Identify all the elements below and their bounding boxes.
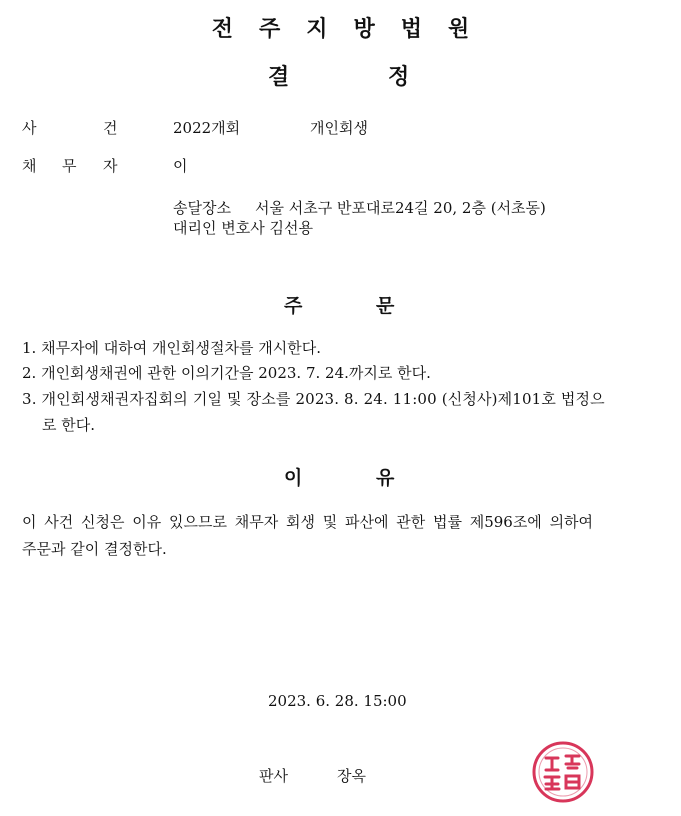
reason-heading-2: 유 — [376, 467, 395, 489]
reason-line-1: 이 사건 신청은 이유 있으므로 채무자 회생 및 파산에 관한 법률 제596조에 의하여 — [22, 513, 594, 531]
doc-type-char-1: 결 — [268, 65, 290, 90]
case-type: 개인회생 — [310, 119, 368, 137]
case-label-2: 건 — [103, 119, 118, 137]
doc-type-char-2: 정 — [388, 65, 410, 90]
address-label: 송달장소 — [173, 199, 231, 217]
case-number: 2022개회 — [173, 119, 241, 137]
debtor-label-3: 자 — [103, 157, 118, 175]
court-name: 전주지방법원 — [211, 17, 496, 42]
case-label-1: 사 — [22, 119, 37, 137]
reason-line-2: 주문과 같이 결정한다. — [22, 540, 167, 558]
reason-heading-1: 이 — [284, 467, 303, 489]
debtor-label-2: 무 — [62, 157, 77, 175]
order-item-3: 3. 개인회생채권자집회의 기일 및 장소를 2023. 8. 24. 11:00 (신청사)제101호 법정으 — [22, 390, 605, 408]
debtor-label-1: 채 — [22, 157, 37, 175]
order-heading-1: 주 — [284, 295, 303, 317]
order-item-2: 2. 개인회생채권에 관한 이의기간을 2023. 7. 24.까지로 한다. — [22, 364, 431, 382]
judge-seal-stamp — [531, 740, 595, 804]
decision-date: 2023. 6. 28. 15:00 — [268, 692, 407, 710]
debtor-name: 이 — [173, 157, 188, 175]
agent: 대리인 변호사 김선용 — [173, 219, 313, 237]
order-item-3-cont: 로 한다. — [42, 416, 96, 434]
order-item-1: 1. 채무자에 대하여 개인회생절차를 개시한다. — [22, 339, 321, 357]
address: 서울 서초구 반포대로24길 20, 2층 (서초동) — [255, 199, 546, 217]
order-heading-2: 문 — [376, 295, 395, 317]
judge-title: 판사 — [259, 767, 288, 785]
judge-name: 장옥 — [337, 767, 366, 785]
